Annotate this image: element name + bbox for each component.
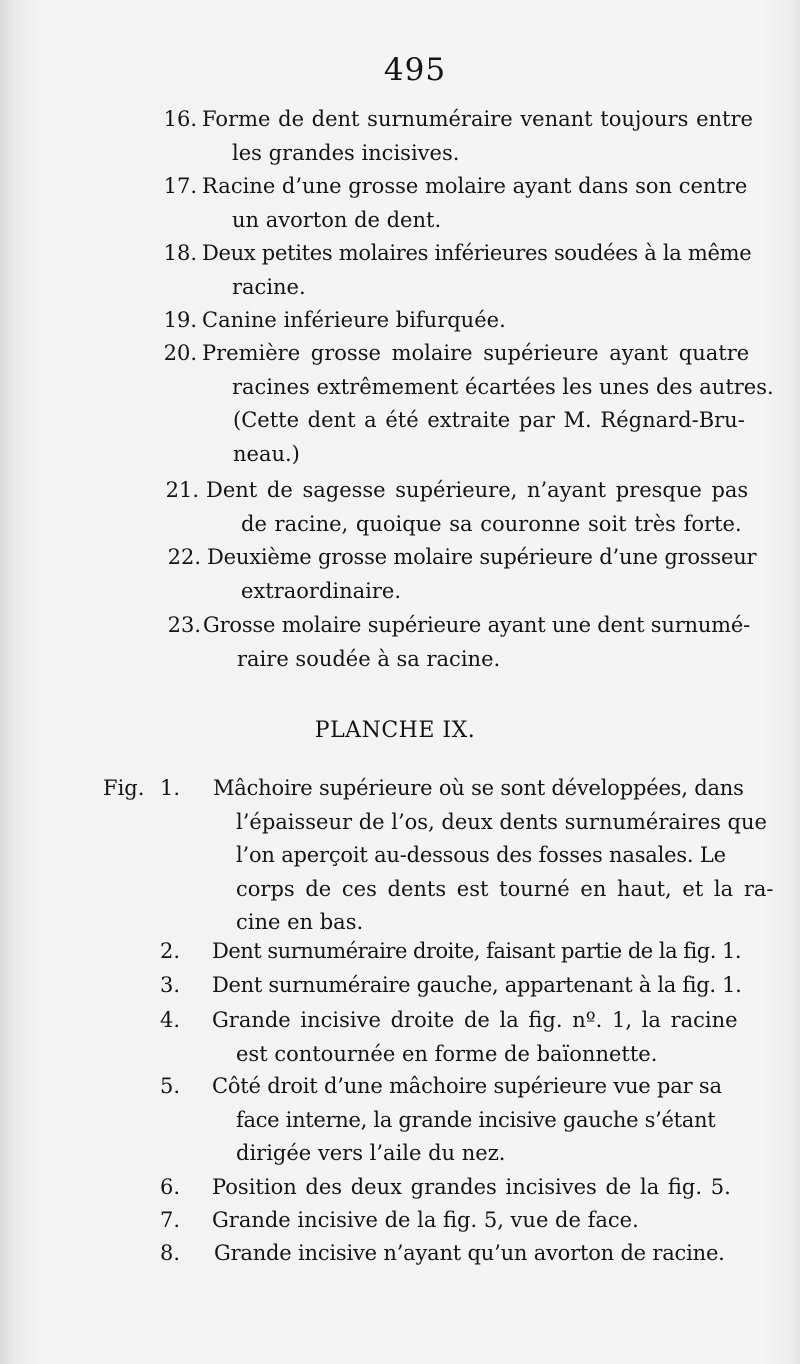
figure-item xyxy=(150,1070,722,1171)
item-text-line: face interne, la grande incisive gauche s’étant xyxy=(236,1107,716,1132)
item-text-line: Grosse molaire supérieure ayant une dent surnumé- xyxy=(203,613,751,637)
item-text-line: Canine inférieure bifurquée. xyxy=(202,308,506,332)
list-item xyxy=(155,103,753,170)
item-text-line: Racine d’une grosse molaire ayant dans son centre xyxy=(202,174,748,198)
item-number: 8. xyxy=(159,1241,180,1265)
item-number: 16. xyxy=(163,107,197,131)
item-text-line: Grande incisive n’ayant qu’un avorton de racine. xyxy=(214,1241,725,1265)
item-text-line: Dent surnuméraire droite, faisant partie de la fig. 1. xyxy=(212,939,742,963)
figure-label xyxy=(103,772,144,806)
item-text-line: racines extrêmement écartées les unes des autres. xyxy=(232,374,774,399)
list-item xyxy=(155,304,506,338)
list-item xyxy=(155,237,751,304)
item-number: 17. xyxy=(163,174,197,198)
item-number: 2. xyxy=(159,939,180,963)
item-text-line: Dent surnuméraire gauche, appartenant à la fig. 1. xyxy=(212,973,742,997)
item-number: 1. xyxy=(159,776,180,800)
figure-item xyxy=(150,1237,725,1271)
item-text-line: Mâchoire supérieure où se sont développées, dans xyxy=(213,776,744,800)
item-text-line: Côté droit d’une mâchoire supérieure vue par sa xyxy=(212,1074,722,1098)
list-item xyxy=(155,609,750,676)
figure-item xyxy=(150,1204,639,1238)
figure-item xyxy=(150,1171,731,1205)
item-text-line: racine. xyxy=(232,274,306,299)
item-text-line: de racine, quoique sa couronne soit très forte. xyxy=(241,511,742,536)
item-number: 21. xyxy=(165,478,199,502)
item-number: 3. xyxy=(159,973,180,997)
item-text-line: corps de ces dents est tourné en haut, et la ra- xyxy=(236,876,774,901)
item-number: 6. xyxy=(159,1175,180,1199)
item-text-line: dirigée vers l’aile du nez. xyxy=(236,1141,506,1165)
item-text-line: l’épaisseur de l’os, deux dents surnuméraires que xyxy=(236,809,767,834)
item-text-line: Grande incisive de la fig. 5, vue de face. xyxy=(212,1208,639,1232)
item-text-line: un avorton de dent. xyxy=(232,207,442,232)
item-text-line: Deuxième grosse molaire supérieure d’une grosseur xyxy=(207,545,757,569)
item-text-line: est contournée en forme de baïonnette. xyxy=(236,1041,658,1066)
item-text-line: cine en bas. xyxy=(236,910,364,934)
list-item xyxy=(155,170,747,237)
item-number: 5. xyxy=(159,1074,180,1098)
item-text-line: neau.) xyxy=(233,441,300,466)
figure-item xyxy=(150,935,741,969)
item-text-line: Dent de sagesse supérieure, n’ayant presque pas xyxy=(206,478,749,502)
section-heading: PLANCHE IX. xyxy=(314,718,476,743)
item-text-line: (Cette dent a été extraite par M. Régnard-Bru- xyxy=(233,408,745,432)
figure-item xyxy=(150,969,742,1003)
list-item xyxy=(155,541,756,608)
list-item xyxy=(155,337,774,471)
item-number: 19. xyxy=(163,308,197,332)
item-number: 22. xyxy=(167,545,201,569)
item-text-line: l’on aperçoit au-dessous des fosses nasales. Le xyxy=(236,843,726,867)
item-text-line: Forme de dent surnuméraire venant toujours entre xyxy=(202,107,753,131)
item-text-line: extraordinaire. xyxy=(241,578,402,603)
item-text-line: Première grosse molaire supérieure ayant quatre xyxy=(202,341,750,365)
item-number: 20. xyxy=(163,341,197,365)
item-text-line: les grandes incisives. xyxy=(232,140,460,165)
figure-label-text: Fig. xyxy=(103,776,145,800)
item-text-line: raire soudée à sa racine. xyxy=(237,646,501,671)
item-number: 18. xyxy=(163,241,197,265)
item-number: 23. xyxy=(167,613,201,637)
figure-item xyxy=(150,1004,738,1071)
list-item xyxy=(155,474,748,541)
figure-item xyxy=(150,772,774,940)
item-text-line: Grande incisive droite de la fig. nº. 1, la racine xyxy=(212,1008,738,1032)
page-number: 495 xyxy=(383,52,447,88)
item-text-line: Position des deux grandes incisives de la fig. 5. xyxy=(212,1175,731,1199)
item-number: 4. xyxy=(159,1008,180,1032)
item-text-line: Deux petites molaires inférieures soudées à la même xyxy=(202,241,752,265)
item-number: 7. xyxy=(159,1208,180,1232)
